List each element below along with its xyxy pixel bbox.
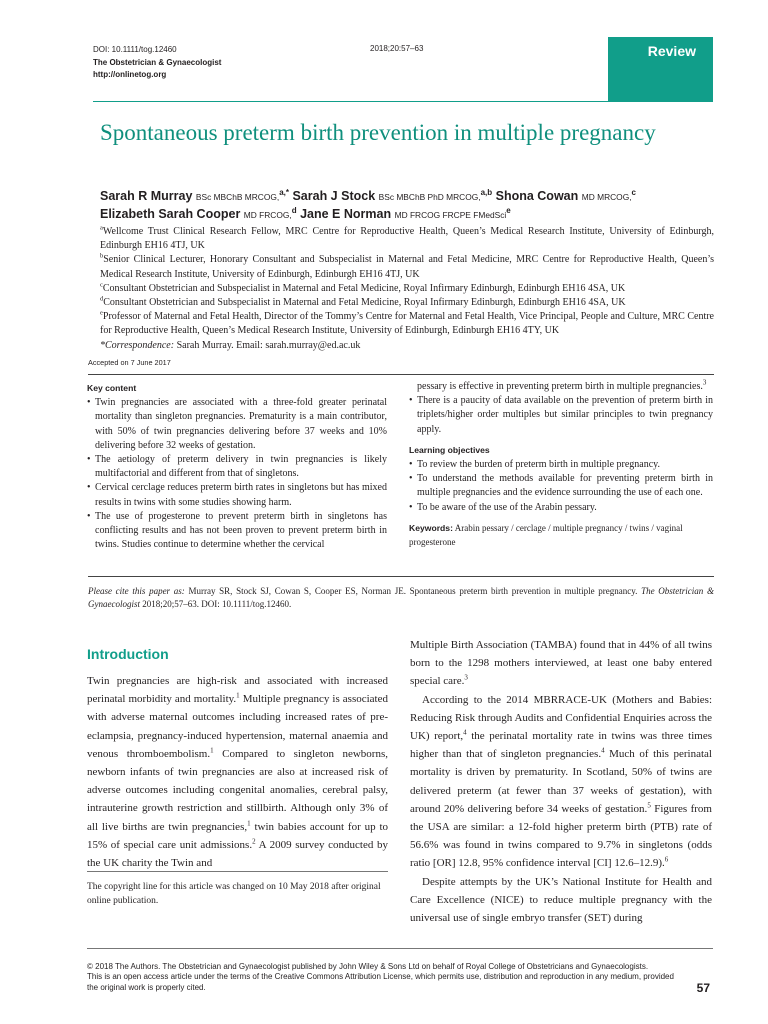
- page-number: 57: [696, 981, 710, 995]
- author-affil-sup: e: [506, 205, 511, 215]
- correspondence-text[interactable]: Sarah Murray. Email: sarah.murray@ed.ac.uk: [174, 339, 361, 351]
- keywords-label: Keywords:: [409, 522, 453, 533]
- key-content-bullet-continued: [409, 380, 713, 394]
- author-name: Jane E Norman: [300, 206, 392, 221]
- article-title: Spontaneous preterm birth prevention in multiple pregnancy: [100, 120, 656, 145]
- key-content-bullet: • Twin pregnancies are associated with a three-fold greater perinatal mortality than singleton pregnancies. Prematurity is a main contributor, with 50% of twin pregnancies delivering before 37 weeks and 10% delivering before 32 weeks of gestation.: [87, 396, 387, 453]
- body-column-left: [87, 672, 388, 872]
- affiliation-text: Wellcome Trust Clinical Research Fellow, MRC Centre for Reproductive Health, Queen’s Medical Research Institute, University of Edinburgh, Edinburgh EH16 4TJ, UK: [100, 226, 714, 252]
- affiliation: [100, 310, 714, 338]
- copyright-note: The copyright line for this article was changed on 10 May 2018 after original online publication.: [87, 882, 381, 906]
- section-heading-introduction: Introduction: [87, 646, 169, 662]
- affiliation-sup: a: [100, 224, 103, 232]
- footer-line: © 2018 The Authors. The Obstetrician and Gynaecologist published by John Wiley & Sons Ltd on behalf of Royal College of Obstetricians and Gynaecologists.: [87, 962, 649, 971]
- reference-sup: 3: [702, 378, 707, 387]
- body-paragraph: Twin pregnancies are high-risk and associated with increased perinatal morbidity and mortality.$^1$ Multiple pregnancy is associated with adverse maternal outcomes including increased rates of pre-eclampsia, pregnancy-induced hypertension, maternal anaemia and venous thromboembolism.$^1$ Compared to singleton newborns, newborn infants of twin pregnancies are also at increased risk of adverse outcomes including congenital anomalies, cerebral palsy, intrauterine growth restriction and stillbirth. Although only 3% of all live births are twin pregnancies,$^1$ twin babies account for up to 15% of special care unit admissions.$^2$ A 2009 survey conducted by the UK charity the Twin and: [87, 675, 389, 870]
- footer: [87, 962, 709, 993]
- author-affil-sup: d: [291, 205, 297, 215]
- affiliations: [100, 225, 714, 353]
- footnote-rule: [87, 871, 388, 872]
- learning-objective: • To understand the methods available for preventing preterm birth in multiple pregnancies and the evidence surrounding the use of each one.: [409, 472, 713, 500]
- affiliation: [100, 296, 714, 310]
- footer-line: the original work is properly cited.: [87, 982, 206, 992]
- citation-label: Please cite this paper as:: [88, 586, 185, 596]
- affiliation-text: Consultant Obstetrician and Subspecialist in Maternal and Fetal Medicine, Royal Infirmary Edinburgh, Edinburgh EH16 4SA, UK: [102, 282, 626, 294]
- affiliation-sup: b: [100, 253, 104, 261]
- author-degrees: MD FRCOG FRCPE FMedSci: [394, 209, 507, 220]
- citation: [88, 585, 714, 611]
- author-affil-sup: a,b: [480, 187, 493, 197]
- key-content-bottom-rule: [88, 576, 714, 577]
- citation-tail: 2018;20;57–63. DOI: 10.1111/tog.12460.: [140, 599, 292, 609]
- keywords-text: Arabin pessary / cerclage / multiple pregnancy / twins / vaginal progesterone: [409, 522, 683, 548]
- key-content-box: [87, 380, 387, 552]
- affiliation-text: Senior Clinical Lecturer, Honorary Consultant and Subspecialist in Maternal and Fetal Medicine, MRC Centre for Reproductive Health, Queen’s Medical Research Institute, University of Edinburgh, Edinburgh EH16 4TJ, UK: [100, 254, 714, 280]
- journal-name: The Obstetrician & Gynaecologist: [93, 57, 222, 67]
- section-tab-label: Review: [647, 43, 696, 59]
- footer-rule: [87, 948, 713, 949]
- author-name: Sarah R Murray: [100, 189, 193, 203]
- key-content-bullet: • The use of progesterone to prevent preterm birth in singletons has conflicting results and has not been proven to prevent preterm birth in twins. Studies continue to determine whether the cervical: [87, 510, 387, 553]
- keywords: [409, 521, 713, 549]
- affiliation: [100, 225, 714, 253]
- key-content-top-rule: [88, 374, 714, 375]
- journal-header: [93, 44, 221, 82]
- affiliation-sup: e: [100, 309, 103, 317]
- affiliation: [100, 282, 714, 296]
- author-name: Elizabeth Sarah Cooper: [100, 206, 241, 221]
- key-content-bullet: • Cervical cerclage reduces preterm birth rates in singletons but has mixed results in twins with some studies showing harm.: [87, 481, 387, 509]
- continued-text: pessary is effective in preventing preterm birth in multiple pregnancies.: [417, 381, 703, 392]
- learning-objective: • To review the burden of preterm birth in multiple pregnancy.: [409, 458, 713, 472]
- affiliation-text: Professor of Maternal and Fetal Health, Director of the Tommy’s Centre for Maternal and Fetal Health, Vice Principal, People and Culture, MRC Centre for Reproductive Health, Queen’s Medical Research Institute, University of Edinburgh, Edinburgh EH16 4TY, UK: [100, 311, 714, 337]
- journal-url[interactable]: http://onlinetog.org: [93, 70, 167, 80]
- key-content-bullet: • There is a paucity of data available on the prevention of preterm birth in triplets/higher order multiples but similar principles to twin pregnancy apply.: [409, 394, 713, 437]
- footer-line: This is an open access article under the terms of the Creative Commons Attribution License, which permits use, distribution and reproduction in any medium, provided: [87, 972, 674, 982]
- key-content-box-right: [409, 380, 713, 549]
- author-name: Sarah J Stock: [292, 189, 376, 203]
- author-degrees: MD MRCOG,: [581, 192, 632, 202]
- affiliation-sup: d: [100, 295, 104, 303]
- body-paragraph: Despite attempts by the UK’s National Institute for Health and Care Excellence (NICE) to reduce multiple pregnancy with the universal use of single embryo transfer (SET) during: [410, 875, 712, 925]
- author-name: Shona Cowan: [495, 189, 579, 203]
- key-content-bullet: • The aetiology of preterm delivery in twin pregnancies is likely multifactorial and different from that of singletons.: [87, 453, 387, 481]
- key-content-heading: Key content: [87, 383, 137, 393]
- body-paragraph: According to the 2014 MBRRACE-UK (Mothers and Babies: Reducing Risk through Audits and Confidential Enquiries across the UK) report,$^4$ the perinatal mortality rate in twins was three times higher than that of singleton pregnancies.$^4$ Much of this perinatal mortality is driven by prematurity. In Scotland, 50% of twins are delivered preterm (at fewer than 37 weeks of gestation), with around 20% delivering before 34 weeks of gestation.$^5$ Figures from the USA are similar: a 12-fold higher preterm birth (PTB) rate of 56.6% was found in twins compared to 9.7% in singletons (odds ratio [OR] 12.8, 95% confidence interval [CI] 12.6–12.9).$^6$: [410, 693, 712, 870]
- accepted-date: Accepted on 7 June 2017: [88, 358, 171, 367]
- learning-objectives-heading: Learning objectives: [409, 444, 490, 455]
- author-degrees: MD FRCOG,: [243, 209, 292, 220]
- body-paragraph: Multiple Birth Association (TAMBA) found that in 44% of all twins born to the 1298 mothers interviewed, at least one baby entered special care.$^3$: [410, 639, 712, 688]
- doi: DOI: 10.1111/tog.12460: [93, 45, 177, 54]
- volume-info: 2018;20:57–63: [370, 44, 424, 53]
- correspondence-label: *Correspondence:: [100, 339, 175, 351]
- author-list: [100, 188, 680, 223]
- citation-text: Murray SR, Stock SJ, Cowan S, Cooper ES, Norman JE. Spontaneous preterm birth prevention in multiple pregnancy.: [184, 586, 642, 596]
- affiliation-sup: c: [100, 281, 103, 289]
- learning-objective: • To be aware of the use of the Arabin pessary.: [409, 501, 713, 515]
- correspondence: [100, 339, 714, 353]
- author-degrees: BSc MBChB MRCOG,: [195, 192, 280, 202]
- body-column-right: [410, 636, 712, 927]
- section-tab: [608, 37, 713, 101]
- author-degrees: BSc MBChB PhD MRCOG,: [378, 192, 481, 202]
- author-affil-sup: c: [631, 187, 636, 197]
- affiliation-text: Consultant Obstetrician and Subspecialist in Maternal and Fetal Medicine, Royal Infirmary Edinburgh, Edinburgh EH16 4SA, UK: [103, 297, 626, 309]
- affiliation: [100, 253, 714, 281]
- citation-journal: The Obstetrician & Gynaecologist: [88, 586, 714, 609]
- header-rule: [93, 101, 713, 102]
- author-affil-sup: a,*: [279, 187, 289, 197]
